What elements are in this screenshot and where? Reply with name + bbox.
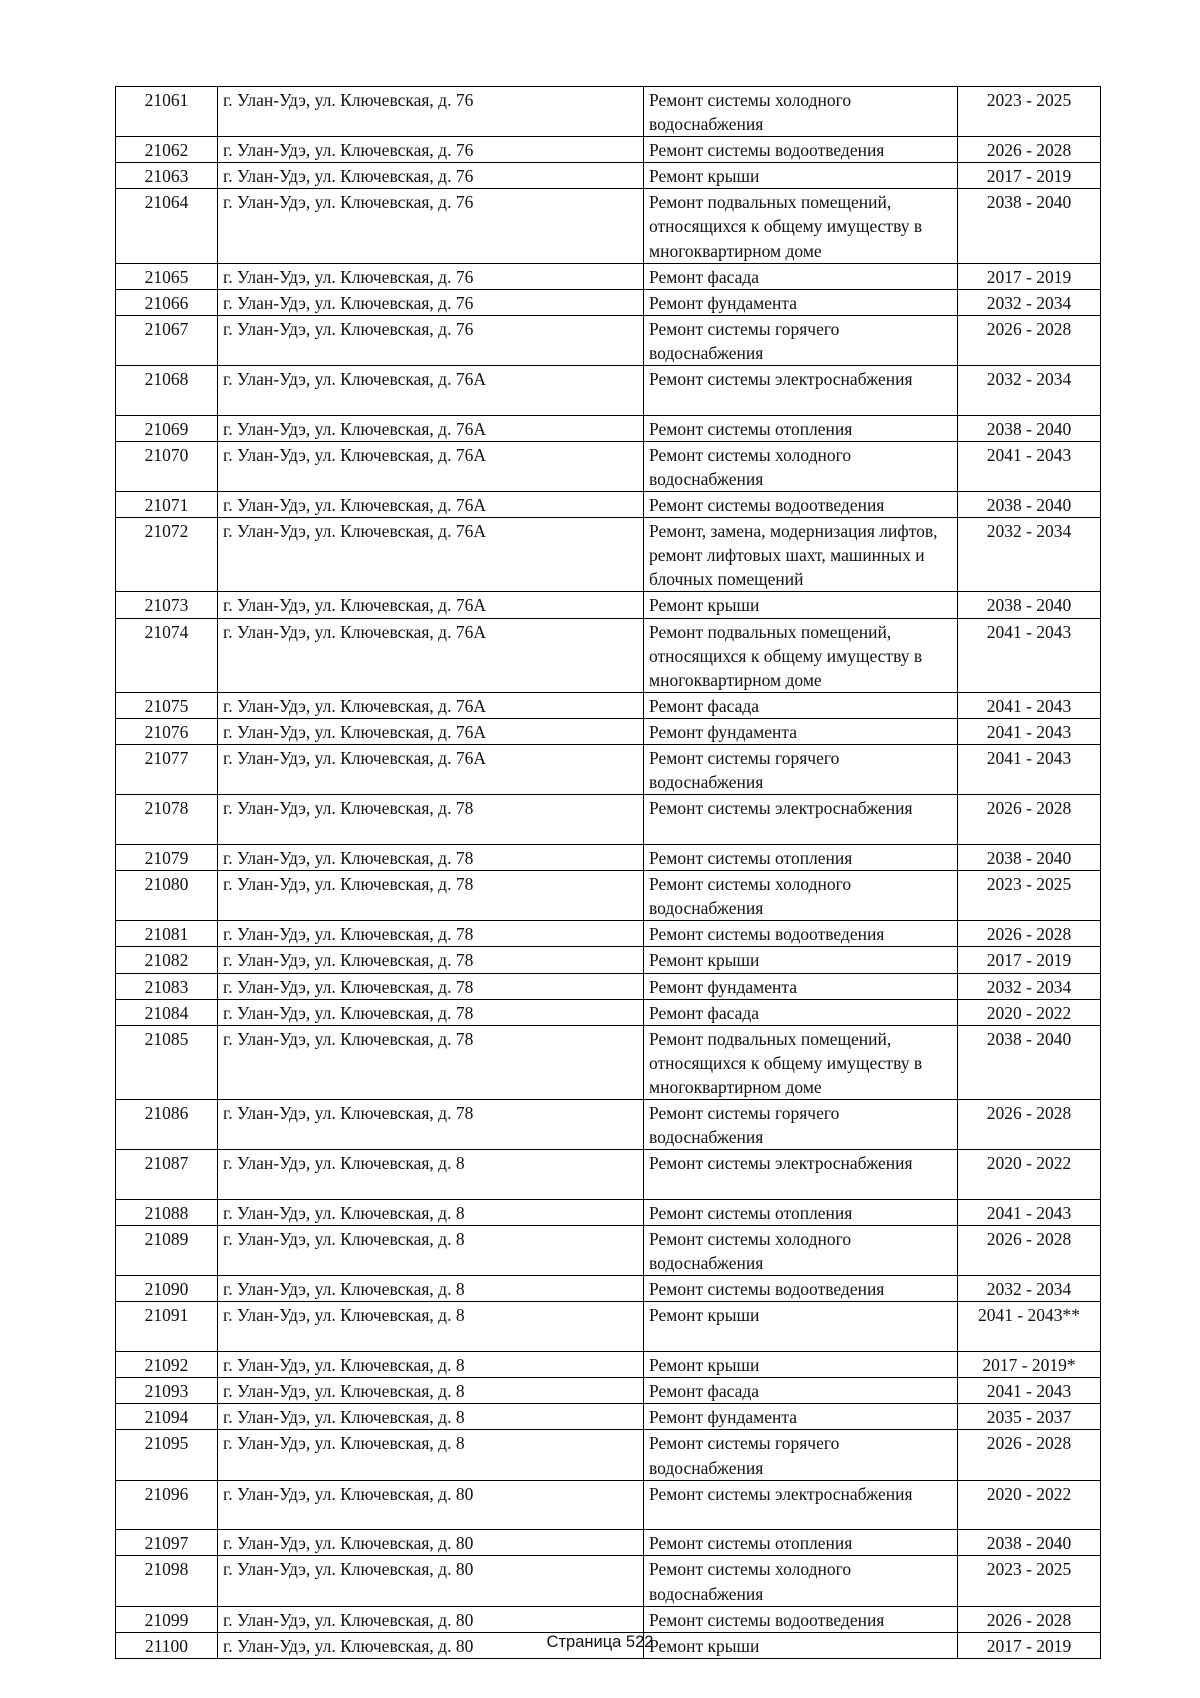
row-address: г. Улан-Удэ, ул. Ключевская, д. 8 — [218, 1150, 644, 1200]
row-period: 2041 - 2043 — [958, 692, 1101, 718]
row-address: г. Улан-Удэ, ул. Ключевская, д. 80 — [218, 1530, 644, 1556]
row-number: 21063 — [116, 163, 218, 189]
row-work-type: Ремонт, замена, модернизация лифтов, ремонт лифтовых шахт, машинных и блочных помещений — [644, 518, 958, 592]
row-period: 2026 - 2028 — [958, 137, 1101, 163]
row-period: 2041 - 2043 — [958, 441, 1101, 491]
row-work-type: Ремонт системы электроснабжения — [644, 1480, 958, 1530]
row-work-type: Ремонт подвальных помещений, относящихся к общему имуществу в многоквартирном доме — [644, 618, 958, 692]
row-period: 2023 - 2025 — [958, 87, 1101, 137]
row-work-type: Ремонт системы водоотведения — [644, 492, 958, 518]
table-row — [116, 871, 1101, 921]
row-number: 21062 — [116, 137, 218, 163]
row-period: 2026 - 2028 — [958, 1606, 1101, 1632]
table-row — [116, 163, 1101, 189]
row-work-type: Ремонт системы отопления — [644, 415, 958, 441]
row-period: 2041 - 2043 — [958, 1378, 1101, 1404]
row-address: г. Улан-Удэ, ул. Ключевская, д. 8 — [218, 1430, 644, 1480]
row-number: 21075 — [116, 692, 218, 718]
row-number: 21080 — [116, 871, 218, 921]
row-number: 21092 — [116, 1352, 218, 1378]
table-row — [116, 492, 1101, 518]
row-work-type: Ремонт крыши — [644, 947, 958, 973]
row-address: г. Улан-Удэ, ул. Ключевская, д. 80 — [218, 1556, 644, 1606]
table-row — [116, 692, 1101, 718]
row-address: г. Улан-Удэ, ул. Ключевская, д. 76А — [218, 745, 644, 795]
row-number: 21079 — [116, 845, 218, 871]
table-row — [116, 1556, 1101, 1606]
row-period: 2041 - 2043 — [958, 718, 1101, 744]
row-work-type: Ремонт системы электроснабжения — [644, 1150, 958, 1200]
table-row — [116, 315, 1101, 365]
row-period: 2020 - 2022 — [958, 999, 1101, 1025]
row-work-type: Ремонт системы холодного водоснабжения — [644, 441, 958, 491]
table-row — [116, 947, 1101, 973]
row-work-type: Ремонт системы водоотведения — [644, 921, 958, 947]
table-row — [116, 795, 1101, 845]
row-address: г. Улан-Удэ, ул. Ключевская, д. 8 — [218, 1404, 644, 1430]
row-address: г. Улан-Удэ, ул. Ключевская, д. 76 — [218, 87, 644, 137]
row-number: 21061 — [116, 87, 218, 137]
row-work-type: Ремонт системы отопления — [644, 845, 958, 871]
table-row — [116, 973, 1101, 999]
row-work-type: Ремонт системы горячего водоснабжения — [644, 745, 958, 795]
row-number: 21082 — [116, 947, 218, 973]
row-period: 2041 - 2043 — [958, 618, 1101, 692]
row-number: 21088 — [116, 1199, 218, 1225]
table-body — [116, 87, 1101, 1659]
row-number: 21076 — [116, 718, 218, 744]
table-row — [116, 1480, 1101, 1530]
row-work-type: Ремонт крыши — [644, 1352, 958, 1378]
row-period: 2041 - 2043 — [958, 745, 1101, 795]
table-row — [116, 592, 1101, 618]
row-address: г. Улан-Удэ, ул. Ключевская, д. 76А — [218, 718, 644, 744]
row-address: г. Улан-Удэ, ул. Ключевская, д. 78 — [218, 1025, 644, 1099]
row-number: 21078 — [116, 795, 218, 845]
row-period: 2023 - 2025 — [958, 1556, 1101, 1606]
row-number: 21083 — [116, 973, 218, 999]
row-period: 2020 - 2022 — [958, 1480, 1101, 1530]
row-period: 2023 - 2025 — [958, 871, 1101, 921]
table-row — [116, 1606, 1101, 1632]
table-row — [116, 1530, 1101, 1556]
table-row — [116, 618, 1101, 692]
table-row — [116, 263, 1101, 289]
row-address: г. Улан-Удэ, ул. Ключевская, д. 76 — [218, 163, 644, 189]
row-period: 2038 - 2040 — [958, 845, 1101, 871]
row-work-type: Ремонт системы холодного водоснабжения — [644, 1226, 958, 1276]
table-row — [116, 87, 1101, 137]
row-period: 2017 - 2019* — [958, 1352, 1101, 1378]
row-number: 21099 — [116, 1606, 218, 1632]
row-work-type: Ремонт фасада — [644, 1378, 958, 1404]
row-address: г. Улан-Удэ, ул. Ключевская, д. 8 — [218, 1226, 644, 1276]
row-period: 2026 - 2028 — [958, 315, 1101, 365]
row-period: 2017 - 2019 — [958, 1632, 1101, 1658]
row-address: г. Улан-Удэ, ул. Ключевская, д. 78 — [218, 795, 644, 845]
table-row — [116, 921, 1101, 947]
row-address: г. Улан-Удэ, ул. Ключевская, д. 76 — [218, 315, 644, 365]
row-address: г. Улан-Удэ, ул. Ключевская, д. 76 — [218, 263, 644, 289]
row-address: г. Улан-Удэ, ул. Ключевская, д. 78 — [218, 973, 644, 999]
row-period: 2035 - 2037 — [958, 1404, 1101, 1430]
row-period: 2017 - 2019 — [958, 163, 1101, 189]
row-work-type: Ремонт системы водоотведения — [644, 1276, 958, 1302]
row-address: г. Улан-Удэ, ул. Ключевская, д. 8 — [218, 1276, 644, 1302]
row-number: 21073 — [116, 592, 218, 618]
row-number: 21086 — [116, 1099, 218, 1149]
table-row — [116, 1199, 1101, 1225]
table-row — [116, 1025, 1101, 1099]
row-work-type: Ремонт системы холодного водоснабжения — [644, 87, 958, 137]
table-row — [116, 1302, 1101, 1352]
row-address: г. Улан-Удэ, ул. Ключевская, д. 76А — [218, 441, 644, 491]
table-row — [116, 137, 1101, 163]
row-number: 21074 — [116, 618, 218, 692]
row-work-type: Ремонт подвальных помещений, относящихся к общему имуществу в многоквартирном доме — [644, 189, 958, 263]
row-work-type: Ремонт системы холодного водоснабжения — [644, 871, 958, 921]
row-period: 2026 - 2028 — [958, 795, 1101, 845]
row-work-type: Ремонт фундамента — [644, 718, 958, 744]
table-row — [116, 1099, 1101, 1149]
row-address: г. Улан-Удэ, ул. Ключевская, д. 8 — [218, 1378, 644, 1404]
row-work-type: Ремонт фундамента — [644, 289, 958, 315]
row-work-type: Ремонт фасада — [644, 999, 958, 1025]
row-address: г. Улан-Удэ, ул. Ключевская, д. 8 — [218, 1199, 644, 1225]
row-address: г. Улан-Удэ, ул. Ключевская, д. 78 — [218, 845, 644, 871]
row-period: 2017 - 2019 — [958, 947, 1101, 973]
row-period: 2038 - 2040 — [958, 1025, 1101, 1099]
row-address: г. Улан-Удэ, ул. Ключевская, д. 76А — [218, 592, 644, 618]
row-work-type: Ремонт системы холодного водоснабжения — [644, 1556, 958, 1606]
table-row — [116, 1430, 1101, 1480]
row-address: г. Улан-Удэ, ул. Ключевская, д. 76 — [218, 189, 644, 263]
row-number: 21089 — [116, 1226, 218, 1276]
row-number: 21100 — [116, 1632, 218, 1658]
row-address: г. Улан-Удэ, ул. Ключевская, д. 80 — [218, 1632, 644, 1658]
table-row — [116, 999, 1101, 1025]
row-address: г. Улан-Удэ, ул. Ключевская, д. 76А — [218, 518, 644, 592]
row-period: 2020 - 2022 — [958, 1150, 1101, 1200]
row-address: г. Улан-Удэ, ул. Ключевская, д. 78 — [218, 947, 644, 973]
row-address: г. Улан-Удэ, ул. Ключевская, д. 76 — [218, 137, 644, 163]
row-number: 21091 — [116, 1302, 218, 1352]
row-work-type: Ремонт фундамента — [644, 973, 958, 999]
repair-schedule-table — [115, 86, 1101, 1659]
row-number: 21096 — [116, 1480, 218, 1530]
row-number: 21085 — [116, 1025, 218, 1099]
row-address: г. Улан-Удэ, ул. Ключевская, д. 78 — [218, 871, 644, 921]
row-work-type: Ремонт системы горячего водоснабжения — [644, 315, 958, 365]
row-work-type: Ремонт фасада — [644, 263, 958, 289]
row-number: 21069 — [116, 415, 218, 441]
row-number: 21067 — [116, 315, 218, 365]
table-row — [116, 718, 1101, 744]
row-address: г. Улан-Удэ, ул. Ключевская, д. 8 — [218, 1352, 644, 1378]
row-address: г. Улан-Удэ, ул. Ключевская, д. 76А — [218, 692, 644, 718]
table-row — [116, 845, 1101, 871]
row-work-type: Ремонт крыши — [644, 1632, 958, 1658]
table-row — [116, 518, 1101, 592]
row-period: 2038 - 2040 — [958, 492, 1101, 518]
row-number: 21072 — [116, 518, 218, 592]
table-row — [116, 289, 1101, 315]
row-number: 21066 — [116, 289, 218, 315]
row-address: г. Улан-Удэ, ул. Ключевская, д. 8 — [218, 1302, 644, 1352]
row-period: 2032 - 2034 — [958, 973, 1101, 999]
page-number: Страница 522 — [546, 1633, 654, 1651]
row-period: 2041 - 2043 — [958, 1199, 1101, 1225]
table-row — [116, 366, 1101, 416]
row-number: 21084 — [116, 999, 218, 1025]
row-work-type: Ремонт системы водоотведения — [644, 137, 958, 163]
row-period: 2026 - 2028 — [958, 1430, 1101, 1480]
row-work-type: Ремонт крыши — [644, 592, 958, 618]
table-row — [116, 745, 1101, 795]
table-row — [116, 1276, 1101, 1302]
row-address: г. Улан-Удэ, ул. Ключевская, д. 80 — [218, 1606, 644, 1632]
row-period: 2032 - 2034 — [958, 518, 1101, 592]
row-number: 21097 — [116, 1530, 218, 1556]
row-address: г. Улан-Удэ, ул. Ключевская, д. 78 — [218, 999, 644, 1025]
row-number: 21087 — [116, 1150, 218, 1200]
row-number: 21081 — [116, 921, 218, 947]
table-row — [116, 189, 1101, 263]
row-work-type: Ремонт системы горячего водоснабжения — [644, 1099, 958, 1149]
row-number: 21094 — [116, 1404, 218, 1430]
row-period: 2026 - 2028 — [958, 921, 1101, 947]
row-work-type: Ремонт системы горячего водоснабжения — [644, 1430, 958, 1480]
row-work-type: Ремонт фундамента — [644, 1404, 958, 1430]
row-period: 2017 - 2019 — [958, 263, 1101, 289]
row-number: 21093 — [116, 1378, 218, 1404]
row-number: 21098 — [116, 1556, 218, 1606]
row-period: 2038 - 2040 — [958, 1530, 1101, 1556]
row-work-type: Ремонт системы электроснабжения — [644, 366, 958, 416]
row-period: 2026 - 2028 — [958, 1226, 1101, 1276]
row-period: 2038 - 2040 — [958, 189, 1101, 263]
row-address: г. Улан-Удэ, ул. Ключевская, д. 76А — [218, 415, 644, 441]
row-address: г. Улан-Удэ, ул. Ключевская, д. 80 — [218, 1480, 644, 1530]
row-address: г. Улан-Удэ, ул. Ключевская, д. 76А — [218, 618, 644, 692]
table-row — [116, 415, 1101, 441]
table-row — [116, 441, 1101, 491]
row-work-type: Ремонт подвальных помещений, относящихся к общему имуществу в многоквартирном доме — [644, 1025, 958, 1099]
table-row — [116, 1378, 1101, 1404]
row-number: 21095 — [116, 1430, 218, 1480]
row-number: 21068 — [116, 366, 218, 416]
table-row — [116, 1150, 1101, 1200]
row-period: 2038 - 2040 — [958, 592, 1101, 618]
row-work-type: Ремонт системы водоотведения — [644, 1606, 958, 1632]
row-period: 2032 - 2034 — [958, 1276, 1101, 1302]
row-address: г. Улан-Удэ, ул. Ключевская, д. 76А — [218, 366, 644, 416]
row-work-type: Ремонт системы отопления — [644, 1199, 958, 1225]
row-work-type: Ремонт системы отопления — [644, 1530, 958, 1556]
row-number: 21071 — [116, 492, 218, 518]
row-number: 21090 — [116, 1276, 218, 1302]
row-period: 2032 - 2034 — [958, 289, 1101, 315]
row-address: г. Улан-Удэ, ул. Ключевская, д. 76А — [218, 492, 644, 518]
row-number: 21077 — [116, 745, 218, 795]
row-work-type: Ремонт крыши — [644, 163, 958, 189]
row-work-type: Ремонт системы электроснабжения — [644, 795, 958, 845]
row-work-type: Ремонт крыши — [644, 1302, 958, 1352]
row-address: г. Улан-Удэ, ул. Ключевская, д. 78 — [218, 1099, 644, 1149]
row-address: г. Улан-Удэ, ул. Ключевская, д. 76 — [218, 289, 644, 315]
row-address: г. Улан-Удэ, ул. Ключевская, д. 78 — [218, 921, 644, 947]
row-period: 2041 - 2043** — [958, 1302, 1101, 1352]
row-number: 21065 — [116, 263, 218, 289]
table-row — [116, 1226, 1101, 1276]
row-number: 21064 — [116, 189, 218, 263]
row-period: 2038 - 2040 — [958, 415, 1101, 441]
row-period: 2032 - 2034 — [958, 366, 1101, 416]
row-work-type: Ремонт фасада — [644, 692, 958, 718]
table-row — [116, 1352, 1101, 1378]
table-row — [116, 1404, 1101, 1430]
row-period: 2026 - 2028 — [958, 1099, 1101, 1149]
row-number: 21070 — [116, 441, 218, 491]
